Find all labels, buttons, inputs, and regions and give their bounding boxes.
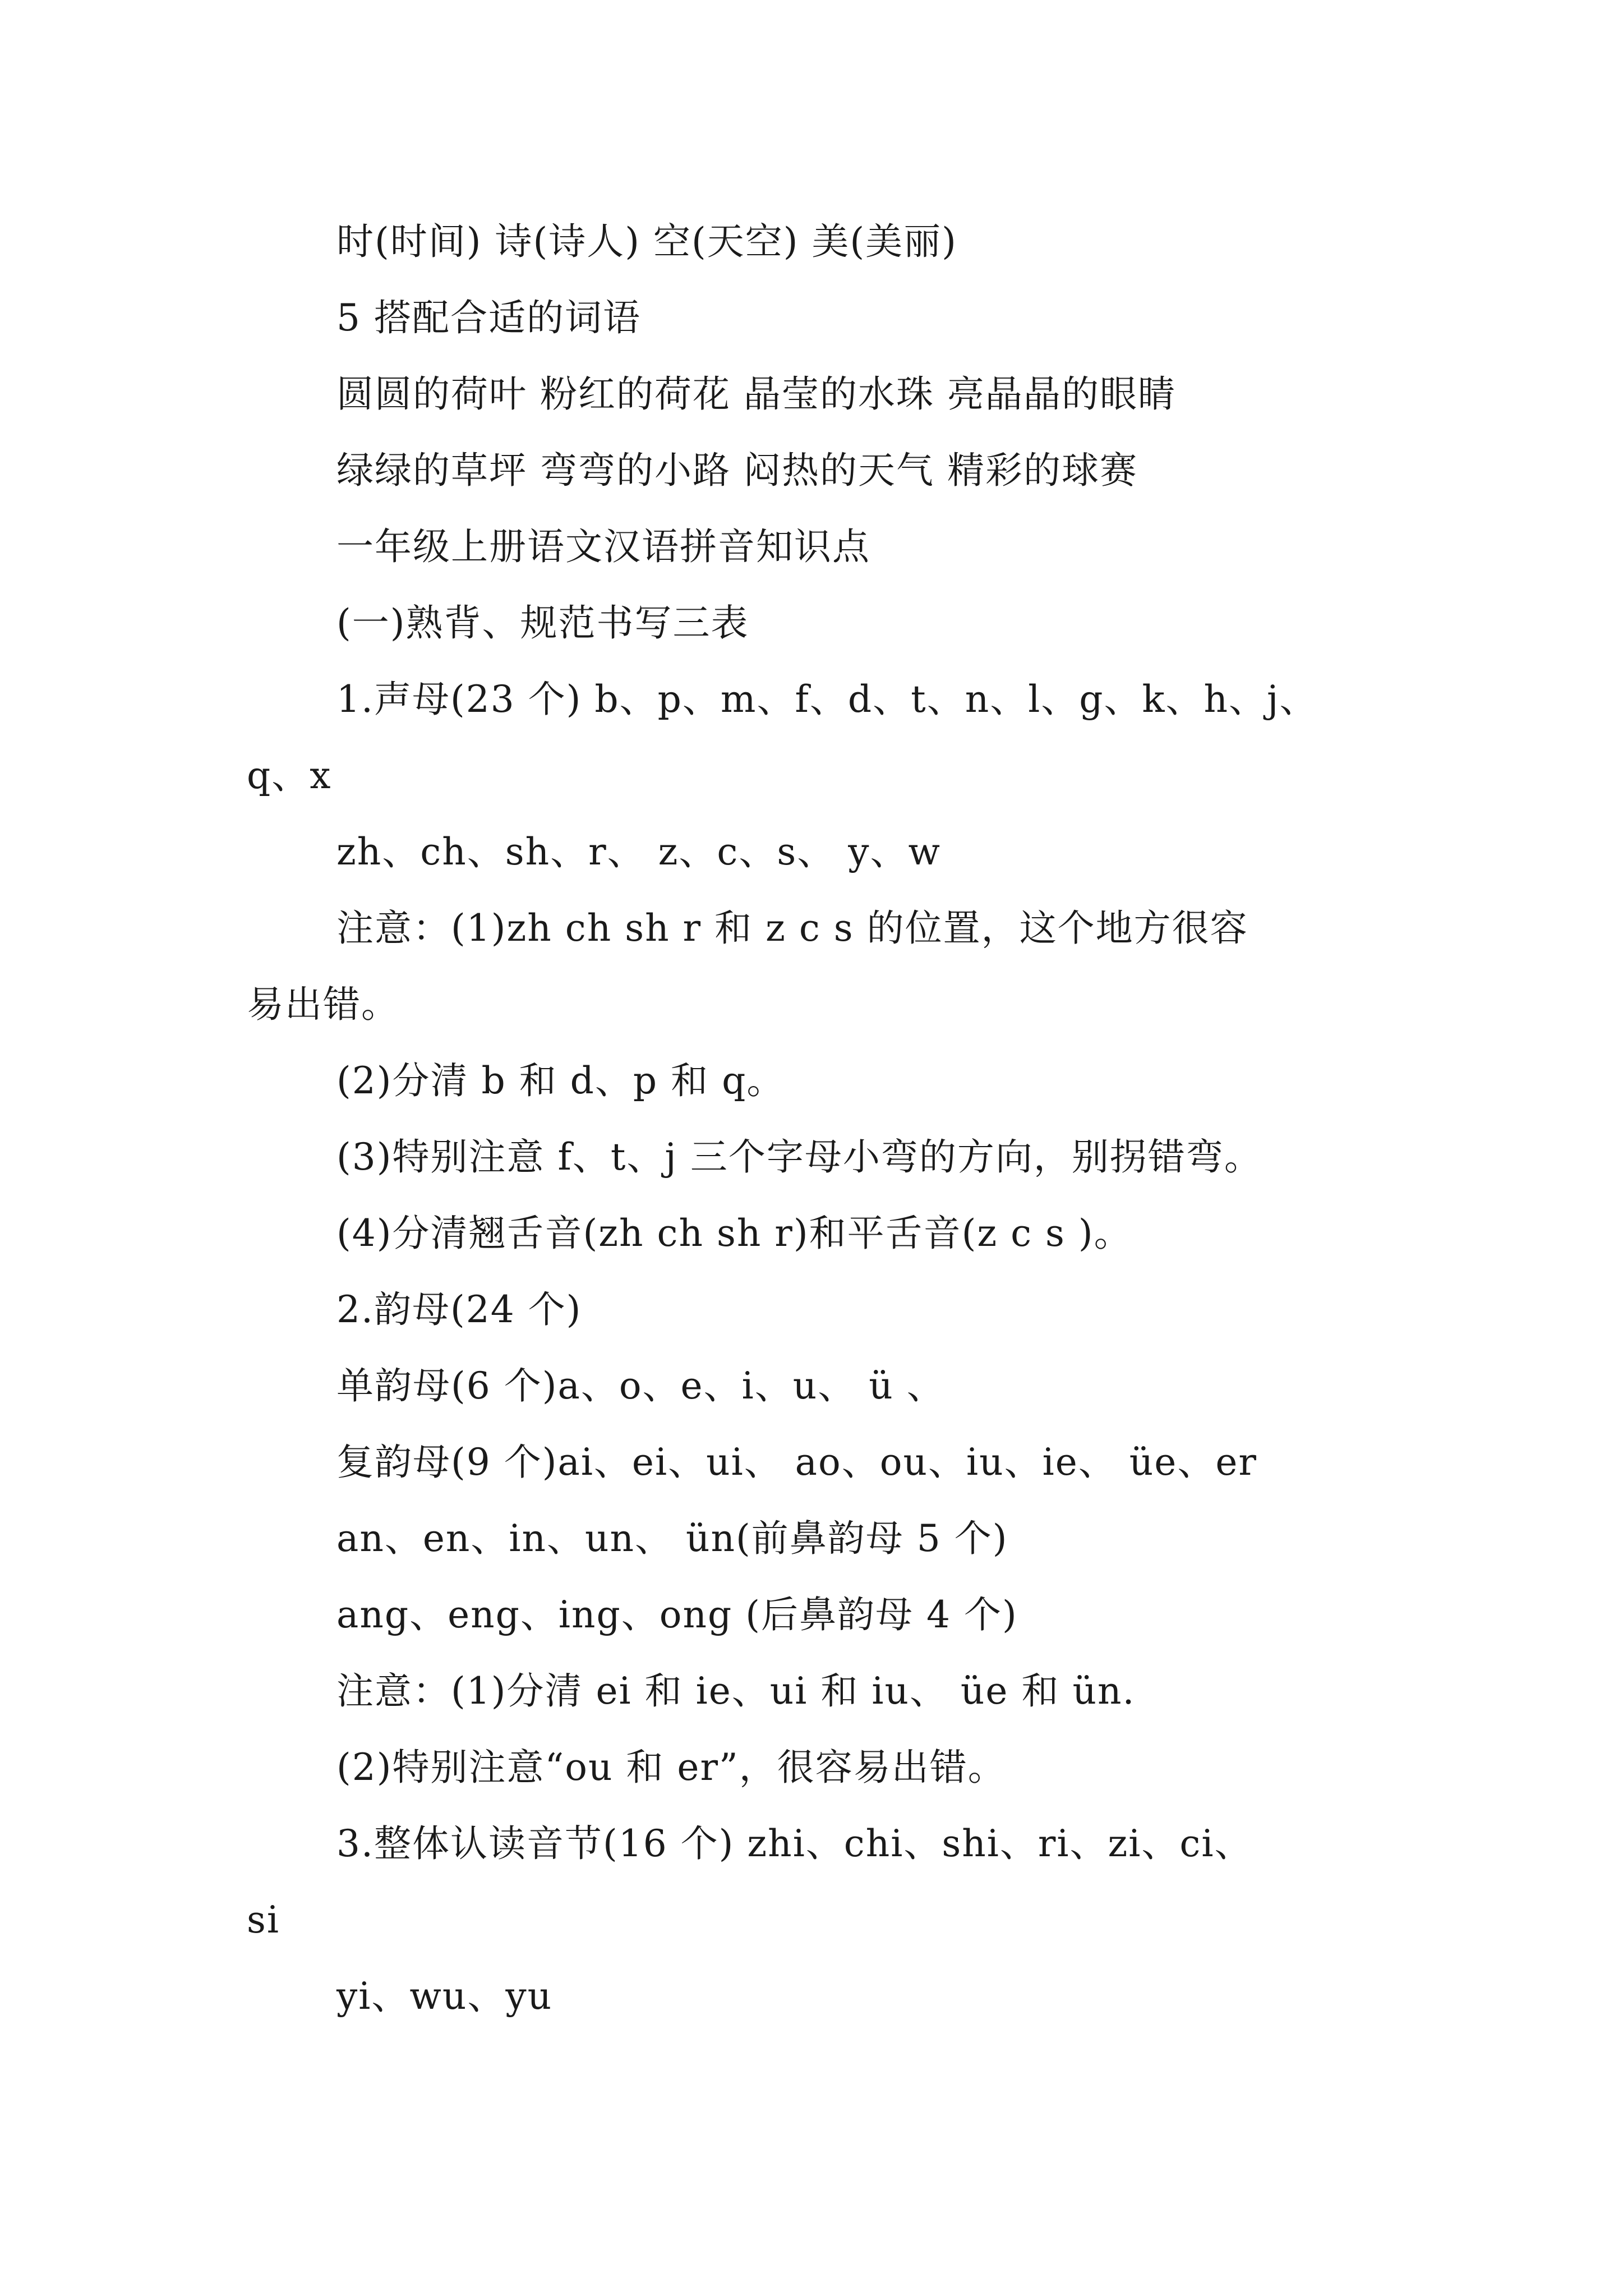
- text-line-10: 注意：(1)zh ch sh r 和 z c s 的位置，这个地方很容: [336, 907, 1248, 950]
- text-line-8: q、x: [247, 754, 332, 797]
- text-line-15: 2.韵母(24 个): [336, 1288, 582, 1331]
- text-line-13: (3)特别注意 f、t、j 三个字母小弯的方向，别拐错弯。: [336, 1135, 1262, 1179]
- text-line-20: 注意：(1)分清 ei 和 ie、ui 和 iu、 üe 和 ün.: [336, 1669, 1136, 1713]
- text-line-3: 圆圆的荷叶 粉红的荷花 晶莹的水珠 亮晶晶的眼睛: [336, 372, 1176, 416]
- text-line-2: 5 搭配合适的词语: [336, 296, 641, 339]
- text-line-24: yi、wu、yu: [336, 1975, 553, 2018]
- text-line-22: 3.整体认读音节(16 个) zhi、chi、shi、ri、zi、ci、: [336, 1822, 1253, 1865]
- text-line-9: zh、ch、sh、r、 z、c、s、 y、w: [336, 830, 942, 873]
- text-line-6: (一)熟背、规范书写三表: [336, 601, 749, 645]
- text-line-12: (2)分清 b 和 d、p 和 q。: [336, 1059, 785, 1102]
- text-line-7: 1.声母(23 个) b、p、m、f、d、t、n、l、g、k、h、j、: [336, 678, 1318, 721]
- text-line-17: 复韵母(9 个)ai、ei、ui、 ao、ou、iu、ie、 üe、er: [336, 1441, 1257, 1484]
- text-line-18: an、en、in、un、 ün(前鼻韵母 5 个): [336, 1517, 1008, 1560]
- text-line-16: 单韵母(6 个)a、o、e、i、u、 ü 、: [336, 1364, 945, 1407]
- text-line-21: (2)特别注意“ou 和 er”，很容易出错。: [336, 1746, 1006, 1789]
- text-line-11: 易出错。: [247, 983, 399, 1026]
- text-line-23: si: [247, 1898, 280, 1941]
- text-line-1: 时(时间) 诗(诗人) 空(天空) 美(美丽): [336, 220, 957, 263]
- text-line-4: 绿绿的草坪 弯弯的小路 闷热的天气 精彩的球赛: [336, 449, 1138, 492]
- text-line-14: (4)分清翘舌音(zh ch sh r)和平舌音(z c s )。: [336, 1212, 1132, 1255]
- text-line-19: ang、eng、ing、ong (后鼻韵母 4 个): [336, 1593, 1018, 1636]
- section-heading: 一年级上册语文汉语拼音知识点: [336, 525, 870, 568]
